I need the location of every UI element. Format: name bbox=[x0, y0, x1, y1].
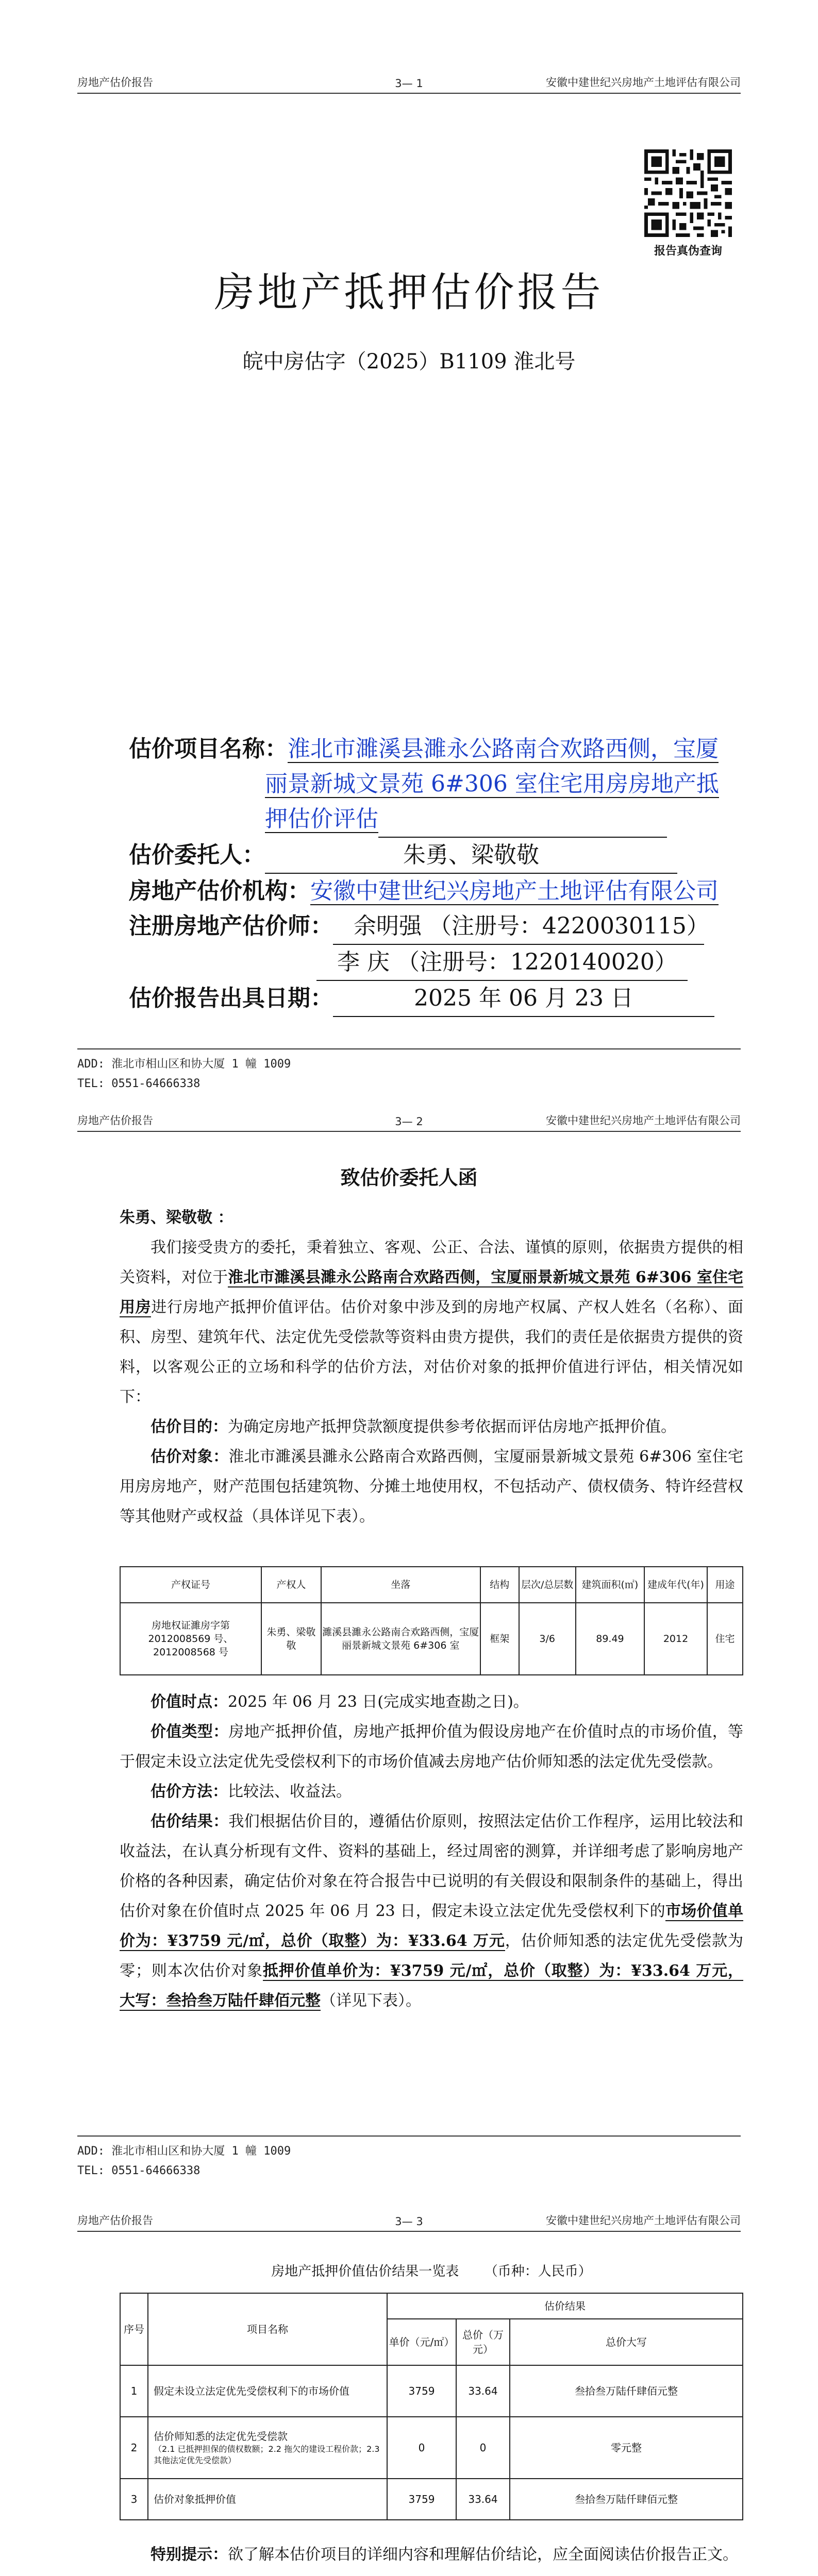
letter-body bbox=[120, 1203, 743, 1532]
table-row: 3 估价对象抵押价值 3759 33.64 叁拾叁万陆仟肆佰元整 bbox=[120, 2479, 743, 2520]
header-company: 安徽中建世纪兴房地产土地评估有限公司 bbox=[546, 1114, 741, 1127]
date-value: 2025 年 06 月 23 日 bbox=[333, 981, 714, 1017]
project-row-2 bbox=[129, 767, 719, 802]
cell-use: 住宅 bbox=[707, 1603, 743, 1675]
cover-page bbox=[0, 0, 818, 1100]
client-label: 估价委托人： bbox=[129, 842, 265, 868]
letter-page bbox=[0, 1100, 818, 2200]
property-table bbox=[120, 1566, 743, 1675]
qr-caption: 报告真伪查询 bbox=[654, 245, 722, 258]
th-area: 建筑面积(㎡) bbox=[576, 1567, 644, 1603]
method-paragraph: 估价方法：比较法、收益法。 bbox=[151, 1783, 352, 1801]
agency-value: 安徽中建世纪兴房地产土地评估有限公司 bbox=[310, 878, 719, 904]
note-paragraph: 特别提示：欲了解本估价项目的详细内容和理解估价结论，应全面阅读估价报告正文。 bbox=[151, 2546, 738, 2564]
th-year: 建成年代(年) bbox=[644, 1567, 707, 1603]
th-cert: 产权证号 bbox=[120, 1567, 261, 1603]
project-line-1: 淮北市濉溪县濉永公路南合欢路西侧，宝厦 bbox=[288, 736, 719, 762]
th-total-upper: 总价大写 bbox=[510, 2319, 743, 2365]
header-page-no: 3— 3 bbox=[395, 2215, 423, 2228]
th-item: 项目名称 bbox=[148, 2293, 387, 2365]
appraiser-row bbox=[129, 909, 709, 945]
header-left: 房地产估价报告 bbox=[77, 1114, 153, 1127]
special-note bbox=[120, 2540, 743, 2570]
cell-structure: 框架 bbox=[480, 1603, 519, 1675]
page-header bbox=[77, 1110, 741, 1132]
appraiser-1: 余明强 （注册号：4220030115） bbox=[333, 909, 704, 945]
value-type-paragraph: 价值类型：房地产抵押价值，房地产抵押价值为假设房地产在价值时点的市场价值，等于假定未设立法定优先受偿权利下的市场价值减去房地产估价师知悉的法定优先受偿款。 bbox=[120, 1723, 744, 1771]
project-line-2: 丽景新城文景苑 6#306 室住宅用房房地产抵 bbox=[265, 771, 719, 797]
footer-tel: TEL: 0551-64666338 bbox=[77, 2164, 201, 2177]
summary-intro bbox=[120, 2257, 743, 2286]
th-total: 总价（万元） bbox=[456, 2319, 510, 2365]
header-left: 房地产估价报告 bbox=[77, 2214, 153, 2227]
th-structure: 结构 bbox=[480, 1567, 519, 1603]
header-company: 安徽中建世纪兴房地产土地评估有限公司 bbox=[546, 2214, 741, 2227]
cell-year: 2012 bbox=[644, 1603, 707, 1675]
table-row: 1 假定未设立法定优先受偿权利下的市场价值 3759 33.64 叁拾叁万陆仟肆佰元整 bbox=[120, 2365, 743, 2417]
th-no: 序号 bbox=[120, 2293, 148, 2365]
th-result: 估价结果 bbox=[387, 2293, 743, 2319]
appraiser-label: 注册房地产估价师： bbox=[129, 913, 333, 939]
th-unit-price: 单价（元/㎡） bbox=[387, 2319, 456, 2365]
cover-fields bbox=[129, 732, 719, 1017]
result-paragraph: 估价结果：我们根据估价目的，遵循估价原则，按照法定估价工作程序，运用比较法和收益法，在认真分析现有文件、资料的基础上，经过周密的测算，并详细考虑了影响房地产价格的各种因素，确定估价对象在符合报告中已说明的有关假设和限制条件的基础上，得出估价对象在价值时点 2025 年 06 月 23 日，假定未设立法定优先受偿权利下的市场价值单价为：¥3759 元/㎡，总价（取整）为：¥33.64 万元，估价师知悉的法定优先受偿款为零；则本次估价对象抵押价值单价为：¥3759 元/㎡，总价（取整）为：¥33.64 万元，大写：叁拾叁万陆仟肆佰元整（详见下表）。 bbox=[120, 1812, 744, 2010]
summary-table bbox=[120, 2293, 743, 2520]
footer-address: ADD: 淮北市相山区和协大厦 1 幢 1009 bbox=[77, 2145, 291, 2158]
page-footer bbox=[77, 1048, 741, 1094]
th-location: 坐落 bbox=[321, 1567, 480, 1603]
header-page-no: 3— 2 bbox=[395, 1115, 423, 1128]
client-row bbox=[129, 838, 706, 874]
header-company: 安徽中建世纪兴房地产土地评估有限公司 bbox=[546, 76, 741, 89]
project-row bbox=[129, 732, 719, 767]
header-left: 房地产估价报告 bbox=[77, 76, 153, 89]
header-page-no: 3— 1 bbox=[395, 77, 423, 90]
footer-tel: TEL: 0551-64666338 bbox=[77, 1077, 201, 1090]
project-row-3 bbox=[129, 802, 706, 838]
date-label: 估价报告出具日期： bbox=[129, 985, 333, 1011]
mortgage-value: 抵押价值单价为：¥3759 元/㎡，总价（取整）为：¥33.64 万元，大写：叁拾叁万陆仟肆佰元整 bbox=[120, 1962, 744, 2010]
page-footer bbox=[77, 2136, 741, 2181]
client-value: 朱勇、梁敬敬 bbox=[265, 838, 677, 874]
letter-body-2 bbox=[120, 1687, 743, 2016]
letter-title: 致估价委托人函 bbox=[340, 1166, 478, 1189]
project-line-3: 押估价评估 bbox=[265, 806, 378, 832]
value-time-paragraph: 价值时点：2025 年 06 月 23 日(完成实地查勘之日)。 bbox=[151, 1693, 529, 1711]
report-number: 皖中房估字（2025）B1109 淮北号 bbox=[242, 350, 576, 374]
agency-label: 房地产估价机构： bbox=[129, 878, 310, 904]
date-row bbox=[129, 981, 706, 1017]
cell-location: 濉溪县濉永公路南合欢路西侧，宝厦丽景新城文景苑 6#306 室 bbox=[321, 1603, 480, 1675]
cell-owner: 朱勇、梁敬敬 bbox=[261, 1603, 321, 1675]
purpose-paragraph: 估价目的：为确定房地产抵押贷款额度提供参考依据而评估房地产抵押价值。 bbox=[151, 1418, 676, 1436]
th-use: 用途 bbox=[707, 1567, 743, 1603]
agency-row bbox=[129, 874, 719, 909]
summary-currency: （币种：人民币） bbox=[484, 2264, 592, 2279]
page-header bbox=[77, 72, 741, 94]
table-caption bbox=[120, 2257, 743, 2286]
market-value: 市场价值单价为：¥3759 元/㎡，总价（取整）为：¥33.64 万元 bbox=[120, 1902, 743, 1950]
th-owner: 产权人 bbox=[261, 1567, 321, 1603]
qr-code[interactable] bbox=[644, 149, 732, 237]
footer-address: ADD: 淮北市相山区和协大厦 1 幢 1009 bbox=[77, 1058, 291, 1071]
property-address: 淮北市濉溪县濉永公路南合欢路西侧，宝厦丽景新城文景苑 6#306 室住宅用房 bbox=[120, 1268, 743, 1316]
summary-title: 房地产抵押价值估价结果一览表 bbox=[271, 2264, 459, 2279]
object-paragraph: 估价对象：淮北市濉溪县濉永公路南合欢路西侧，宝厦丽景新城文景苑 6#306 室住宅用房房地产，财产范围包括建筑物、分摊土地使用权，不包括动产、债权债务、特许经营权等其他财产或权益（具体详见下表）。 bbox=[120, 1448, 744, 1526]
cell-cert: 房地权证濉房字第 2012008569 号、2012008568 号 bbox=[120, 1603, 261, 1675]
appraiser-2: 李 庆 （注册号：1220140020） bbox=[316, 945, 688, 981]
salutation: 朱勇、梁敬敬 ： bbox=[120, 1209, 233, 1227]
summary-page bbox=[0, 2200, 818, 2576]
appraiser-row-2 bbox=[129, 945, 706, 981]
table-row: 2 估价师知悉的法定优先受偿款 （2.1 已抵押担保的债权数额；2.2 拖欠的建设工程价款；2.3 其他法定优先受偿款） 0 0 零元整 bbox=[120, 2417, 743, 2479]
cell-floor: 3/6 bbox=[519, 1603, 576, 1675]
report-title: 房地产抵押估价报告 bbox=[214, 269, 604, 316]
intro-paragraph: 我们接受贵方的委托，秉着独立、客观、公正、合法、谨慎的原则，依据贵方提供的相关资料，对位于淮北市濉溪县濉永公路南合欢路西侧，宝厦丽景新城文景苑 6#306 室住宅用房进行房地产抵押价值评估。估价对象中涉及到的房地产权属、产权人姓名（名称）、面积、房型、建筑年代、法定优先受偿款等资料由贵方提供，我们的责任是依据贵方提供的资料，以客观公正的立场和科学的估价方法，对估价对象的抵押价值进行评估，相关情况如下： bbox=[120, 1239, 744, 1406]
page-header bbox=[77, 2210, 741, 2232]
project-label: 估价项目名称： bbox=[129, 736, 288, 762]
cell-area: 89.49 bbox=[576, 1603, 644, 1675]
th-floor: 层次/总层数 bbox=[519, 1567, 576, 1603]
